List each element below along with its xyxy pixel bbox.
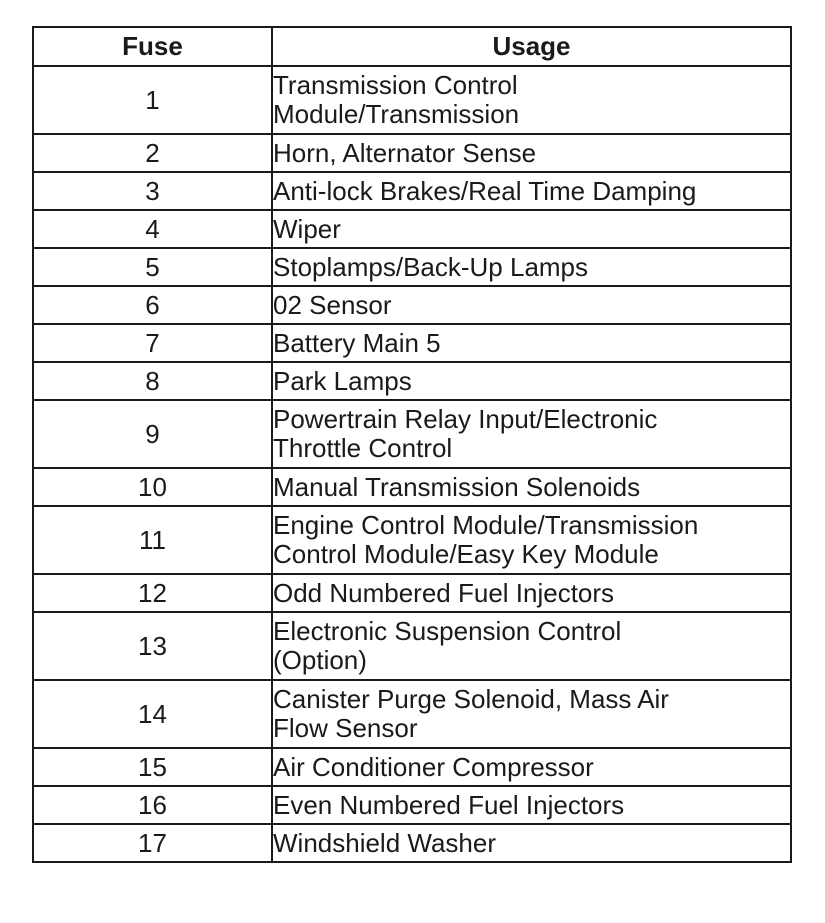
usage-line: Windshield Washer — [273, 827, 497, 858]
fuse-usage-cell — [272, 210, 791, 248]
fuse-number-cell: 11 — [33, 506, 272, 574]
fuse-number-cell: 17 — [33, 824, 272, 862]
table-row — [33, 66, 791, 134]
fuse-number-cell: 16 — [33, 786, 272, 824]
fuse-usage-cell — [272, 824, 791, 862]
table-row — [33, 210, 791, 248]
table-row — [33, 786, 791, 824]
column-header-usage: Usage — [272, 27, 791, 66]
fuse-usage-cell — [272, 680, 791, 748]
fuse-number-cell: 10 — [33, 468, 272, 506]
fuse-number-cell: 5 — [33, 248, 272, 286]
usage-line: Odd Numbered Fuel Injectors — [273, 577, 615, 608]
fuse-number-cell: 7 — [33, 324, 272, 362]
fuse-usage-cell — [272, 400, 791, 468]
fuse-number-cell: 2 — [33, 134, 272, 172]
usage-line: (Option) — [273, 645, 367, 675]
usage-line: Manual Transmission Solenoids — [273, 471, 641, 502]
usage-line: Even Numbered Fuel Injectors — [273, 789, 625, 820]
fuse-usage-cell — [272, 506, 791, 574]
fuse-usage-cell — [272, 172, 791, 210]
usage-line: Control Module/Easy Key Module — [273, 539, 659, 569]
table-row — [33, 612, 791, 680]
fuse-number-cell: 8 — [33, 362, 272, 400]
fuse-number-cell: 9 — [33, 400, 272, 468]
fuse-number-cell: 3 — [33, 172, 272, 210]
usage-line: Anti-lock Brakes/Real Time Damping — [273, 175, 697, 206]
fuse-usage-cell — [272, 574, 791, 612]
table-row — [33, 748, 791, 786]
usage-line: Flow Sensor — [273, 713, 418, 743]
usage-line: Air Conditioner Compressor — [273, 751, 594, 782]
usage-line: Battery Main 5 — [273, 327, 441, 358]
usage-line: Powertrain Relay Input/Electronic — [273, 404, 658, 434]
table-row — [33, 400, 791, 468]
table-row — [33, 286, 791, 324]
fuse-usage-cell — [272, 612, 791, 680]
table-row — [33, 824, 791, 862]
table-row — [33, 248, 791, 286]
table-row — [33, 324, 791, 362]
fuse-number-cell: 6 — [33, 286, 272, 324]
fuse-usage-cell — [272, 324, 791, 362]
fuse-number-cell: 12 — [33, 574, 272, 612]
usage-line: 02 Sensor — [273, 289, 392, 320]
table-row — [33, 134, 791, 172]
fuse-number-cell: 1 — [33, 66, 272, 134]
table-row — [33, 362, 791, 400]
fuse-usage-cell — [272, 134, 791, 172]
column-header-fuse: Fuse — [33, 27, 272, 66]
fuse-usage-cell — [272, 748, 791, 786]
usage-line: Transmission Control — [273, 70, 518, 100]
usage-line: Engine Control Module/Transmission — [273, 510, 699, 540]
usage-line: Wiper — [273, 213, 341, 244]
usage-line: Electronic Suspension Control — [273, 616, 622, 646]
table-row — [33, 574, 791, 612]
fuse-usage-table — [32, 26, 792, 863]
usage-line: Module/Transmission — [273, 99, 520, 129]
fuse-usage-cell — [272, 786, 791, 824]
table-row — [33, 680, 791, 748]
fuse-number-cell: 14 — [33, 680, 272, 748]
table-row — [33, 172, 791, 210]
fuse-number-cell: 13 — [33, 612, 272, 680]
usage-line: Stoplamps/Back-Up Lamps — [273, 251, 589, 282]
usage-line: Horn, Alternator Sense — [273, 137, 537, 168]
fuse-usage-cell — [272, 286, 791, 324]
usage-line: Throttle Control — [273, 433, 453, 463]
table-header-row — [33, 27, 791, 66]
fuse-number-cell: 4 — [33, 210, 272, 248]
usage-line: Park Lamps — [273, 365, 412, 396]
table-row — [33, 468, 791, 506]
table-row — [33, 506, 791, 574]
fuse-usage-cell — [272, 248, 791, 286]
usage-line: Canister Purge Solenoid, Mass Air — [273, 684, 669, 714]
table-body — [33, 66, 791, 862]
fuse-usage-cell — [272, 362, 791, 400]
fuse-number-cell: 15 — [33, 748, 272, 786]
fuse-usage-cell — [272, 66, 791, 134]
fuse-usage-cell — [272, 468, 791, 506]
